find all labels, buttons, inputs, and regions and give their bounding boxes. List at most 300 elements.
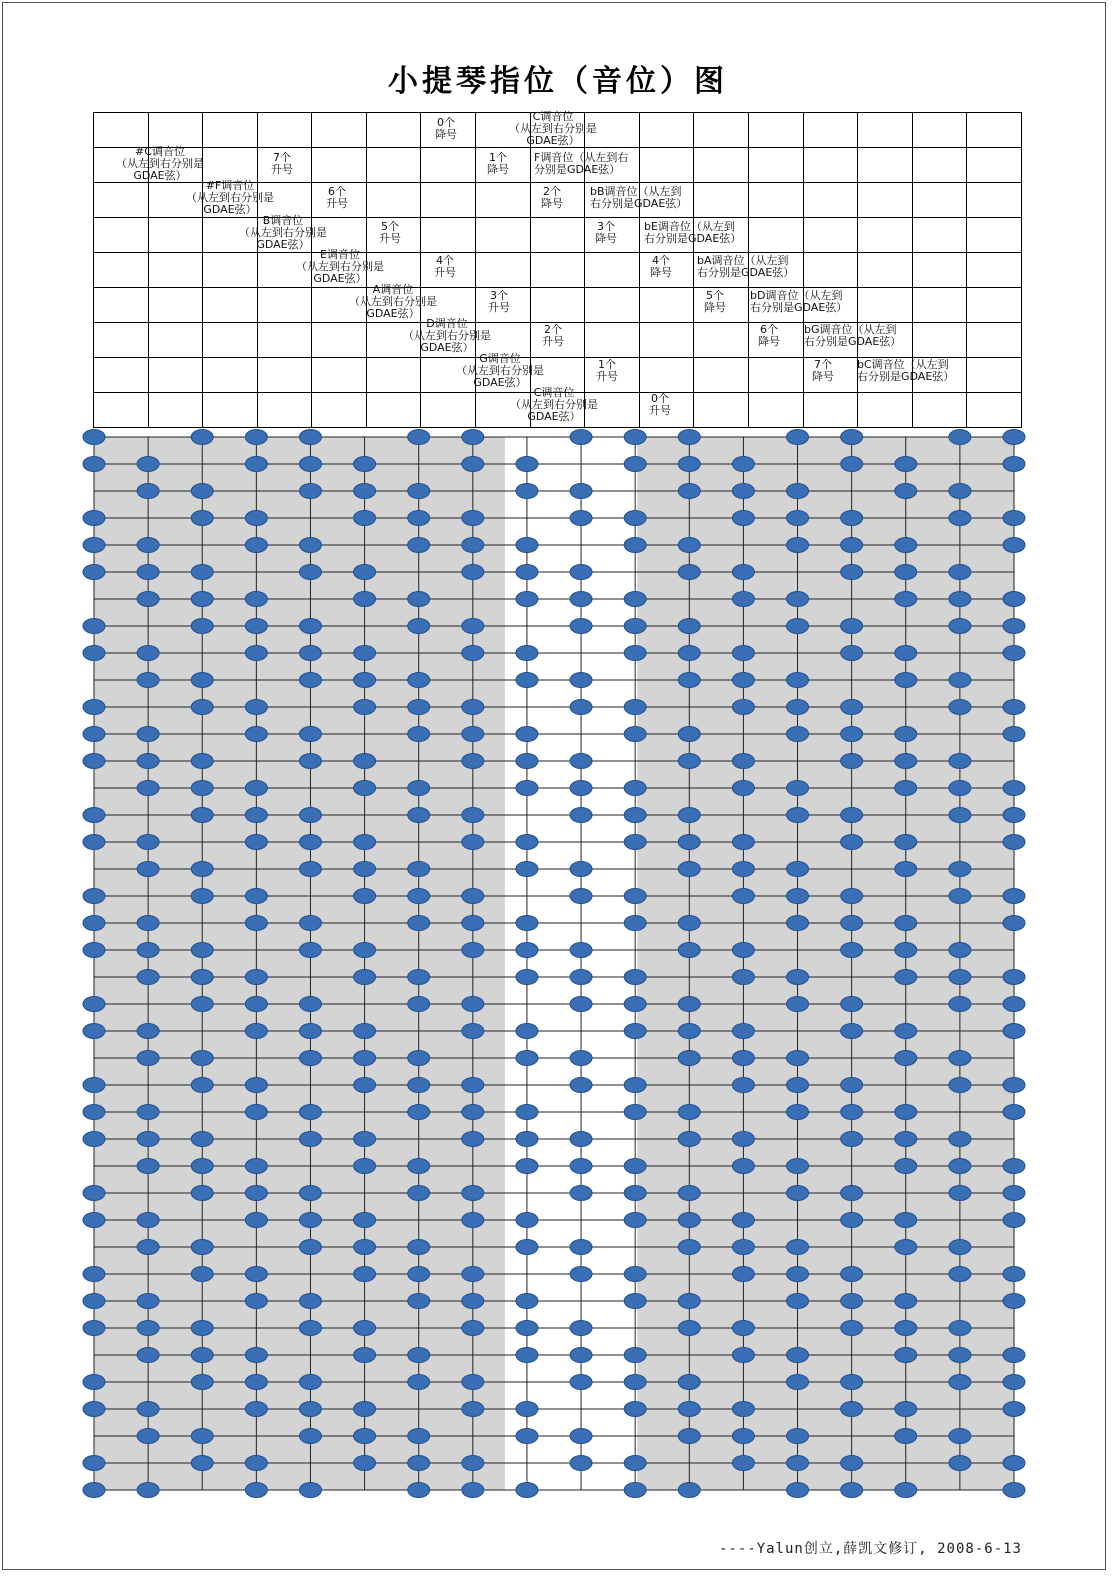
note-position-dot <box>191 781 213 796</box>
note-position-dot <box>1003 1483 1025 1498</box>
note-position-dot <box>299 1051 321 1066</box>
accidental-count-label-line: 3个 <box>490 288 508 302</box>
note-position-dot <box>137 1348 159 1363</box>
note-position-dot <box>462 997 484 1012</box>
accidental-count-label-line: 降号 <box>541 197 563 211</box>
accidental-count-label-line: 7个 <box>814 357 832 371</box>
note-position-dot <box>137 538 159 553</box>
note-position-dot <box>732 1051 754 1066</box>
note-position-dot <box>732 646 754 661</box>
note-position-dot <box>245 430 267 445</box>
note-position-dot <box>949 565 971 580</box>
accidental-count-label-line: 0个 <box>437 116 455 130</box>
note-position-dot <box>299 1483 321 1498</box>
note-position-dot <box>299 457 321 472</box>
key-name-label-line: C调音位 <box>533 386 575 400</box>
note-position-dot <box>137 916 159 931</box>
note-position-dot <box>895 1132 917 1147</box>
note-position-dot <box>1003 781 1025 796</box>
note-position-dot <box>787 430 809 445</box>
note-position-dot <box>949 430 971 445</box>
note-position-dot <box>787 484 809 499</box>
note-position-dot <box>354 1159 376 1174</box>
accidental-count-label-line: 升号 <box>488 300 510 314</box>
note-position-dot <box>841 700 863 715</box>
key-name-label-line: （从左到右分别是 <box>349 294 437 308</box>
note-position-dot <box>1003 1456 1025 1471</box>
note-position-dot <box>570 1078 592 1093</box>
note-position-dot <box>1003 592 1025 607</box>
note-position-dot <box>137 1402 159 1417</box>
note-position-dot <box>354 484 376 499</box>
note-position-dot <box>191 862 213 877</box>
note-position-dot <box>191 511 213 526</box>
note-position-dot <box>624 430 646 445</box>
note-position-dot <box>895 943 917 958</box>
key-name-label-line: bG调音位（从左到 <box>804 323 897 337</box>
note-position-dot <box>354 943 376 958</box>
note-position-dot <box>299 1186 321 1201</box>
note-position-dot <box>354 673 376 688</box>
note-position-dot <box>787 1159 809 1174</box>
note-position-dot <box>787 1375 809 1390</box>
note-position-dot <box>949 1429 971 1444</box>
note-position-dot <box>624 511 646 526</box>
note-position-dot <box>624 835 646 850</box>
note-position-dot <box>137 1240 159 1255</box>
key-name-label-line: （从左到右分别是 <box>186 191 274 205</box>
note-position-dot <box>408 727 430 742</box>
note-position-dot <box>949 1321 971 1336</box>
note-position-dot <box>83 1294 105 1309</box>
note-position-dot <box>137 754 159 769</box>
note-position-dot <box>462 1321 484 1336</box>
note-position-dot <box>787 970 809 985</box>
note-position-dot <box>732 781 754 796</box>
note-position-dot <box>895 1159 917 1174</box>
note-position-dot <box>462 808 484 823</box>
note-position-dot <box>570 673 592 688</box>
note-position-dot <box>570 943 592 958</box>
key-name-label-line: bB调音位（从左到 <box>590 185 682 199</box>
note-position-dot <box>137 943 159 958</box>
accidental-count-label-line: 1个 <box>489 150 507 164</box>
note-position-dot <box>299 1105 321 1120</box>
note-position-dot <box>299 1402 321 1417</box>
note-position-dot <box>787 538 809 553</box>
note-position-dot <box>895 1348 917 1363</box>
note-position-dot <box>624 1024 646 1039</box>
note-position-dot <box>83 1105 105 1120</box>
note-position-dot <box>354 754 376 769</box>
note-position-dot <box>841 1078 863 1093</box>
note-position-dot <box>1003 1402 1025 1417</box>
note-position-dot <box>678 484 700 499</box>
note-position-dot <box>732 862 754 877</box>
accidental-count-label-line: 4个 <box>652 254 670 268</box>
note-position-dot <box>354 1024 376 1039</box>
note-position-dot <box>137 1132 159 1147</box>
note-position-dot <box>624 1213 646 1228</box>
note-position-dot <box>408 430 430 445</box>
note-position-dot <box>1003 1105 1025 1120</box>
note-position-dot <box>354 835 376 850</box>
accidental-count-label-line: 6个 <box>328 185 346 199</box>
note-position-dot <box>1003 1078 1025 1093</box>
note-position-dot <box>732 592 754 607</box>
note-position-dot <box>732 754 754 769</box>
note-position-dot <box>787 1456 809 1471</box>
note-position-dot <box>678 1402 700 1417</box>
note-position-dot <box>570 1456 592 1471</box>
key-name-label-line: GDAE弦） <box>203 203 257 217</box>
key-name-label-line: GDAE弦） <box>473 375 527 389</box>
note-position-dot <box>570 1159 592 1174</box>
note-position-dot <box>83 1024 105 1039</box>
note-position-dot <box>299 862 321 877</box>
note-position-dot <box>1003 1159 1025 1174</box>
key-name-label-line: 右分别是GDAE弦） <box>804 335 902 349</box>
note-position-dot <box>841 1213 863 1228</box>
note-position-dot <box>516 1483 538 1498</box>
note-position-dot <box>895 1105 917 1120</box>
note-position-dot <box>191 1186 213 1201</box>
note-position-dot <box>137 673 159 688</box>
note-position-dot <box>678 1429 700 1444</box>
note-position-dot <box>570 808 592 823</box>
note-position-dot <box>354 1321 376 1336</box>
note-position-dot <box>83 1375 105 1390</box>
note-position-dot <box>83 727 105 742</box>
note-position-dot <box>570 430 592 445</box>
note-position-dot <box>678 1483 700 1498</box>
accidental-count-label-line: 2个 <box>543 185 561 199</box>
note-position-dot <box>624 889 646 904</box>
note-position-dot <box>678 997 700 1012</box>
note-position-dot <box>516 592 538 607</box>
note-position-dot <box>895 673 917 688</box>
note-position-dot <box>1003 970 1025 985</box>
note-position-dot <box>949 1375 971 1390</box>
key-name-label-line: 右分别是GDAE弦） <box>590 197 688 211</box>
note-position-dot <box>137 1159 159 1174</box>
note-position-dot <box>1003 808 1025 823</box>
note-position-dot <box>1003 997 1025 1012</box>
note-position-dot <box>245 970 267 985</box>
note-position-dot <box>570 754 592 769</box>
note-position-dot <box>245 1483 267 1498</box>
note-position-dot <box>949 484 971 499</box>
note-position-dot <box>841 457 863 472</box>
note-position-dot <box>949 943 971 958</box>
note-position-dot <box>732 1078 754 1093</box>
note-position-dot <box>895 1051 917 1066</box>
note-position-dot <box>895 1429 917 1444</box>
note-position-dot <box>408 970 430 985</box>
note-position-dot <box>191 1456 213 1471</box>
note-position-dot <box>624 1483 646 1498</box>
note-position-dot <box>787 511 809 526</box>
note-position-dot <box>137 565 159 580</box>
note-position-dot <box>191 1267 213 1282</box>
note-position-dot <box>787 1078 809 1093</box>
note-position-dot <box>408 889 430 904</box>
note-position-dot <box>137 1294 159 1309</box>
note-position-dot <box>841 1024 863 1039</box>
note-position-dot <box>516 1348 538 1363</box>
note-position-dot <box>83 808 105 823</box>
note-position-dot <box>570 1051 592 1066</box>
note-position-dot <box>787 673 809 688</box>
note-position-dot <box>516 484 538 499</box>
note-position-dot <box>787 1483 809 1498</box>
note-position-dot <box>949 1132 971 1147</box>
note-position-dot <box>462 1267 484 1282</box>
note-position-dot <box>516 754 538 769</box>
note-position-dot <box>245 1159 267 1174</box>
accidental-count-label-line: 7个 <box>273 150 291 164</box>
key-name-label-line: bA调音位（从左到 <box>697 254 789 268</box>
note-position-dot <box>895 484 917 499</box>
note-position-dot <box>191 592 213 607</box>
note-position-dot <box>408 1294 430 1309</box>
note-position-dot <box>678 457 700 472</box>
note-position-dot <box>354 1132 376 1147</box>
note-position-dot <box>462 457 484 472</box>
accidental-count-label-line: 升号 <box>379 231 401 245</box>
note-position-dot <box>299 1294 321 1309</box>
note-position-dot <box>678 943 700 958</box>
accidental-count-label-line: 6个 <box>760 323 778 337</box>
note-position-dot <box>1003 700 1025 715</box>
note-position-dot <box>949 754 971 769</box>
note-position-dot <box>570 1375 592 1390</box>
note-position-dot <box>299 1375 321 1390</box>
note-position-dot <box>787 781 809 796</box>
note-position-dot <box>83 1483 105 1498</box>
note-position-dot <box>787 1240 809 1255</box>
note-position-dot <box>408 1375 430 1390</box>
note-position-dot <box>787 1348 809 1363</box>
note-position-dot <box>83 1321 105 1336</box>
note-position-dot <box>787 997 809 1012</box>
note-position-dot <box>516 673 538 688</box>
note-position-dot <box>895 1240 917 1255</box>
note-position-dot <box>408 619 430 634</box>
note-position-dot <box>408 1051 430 1066</box>
note-position-dot <box>949 1267 971 1282</box>
note-position-dot <box>841 835 863 850</box>
key-name-label-line: A调音位 <box>372 282 414 296</box>
note-position-dot <box>83 1078 105 1093</box>
note-position-dot <box>354 1240 376 1255</box>
note-position-dot <box>516 1402 538 1417</box>
note-position-dot <box>570 997 592 1012</box>
note-position-dot <box>191 565 213 580</box>
note-position-dot <box>191 1375 213 1390</box>
author-credit: ----Yalun创立,薛凯文修订, 2008-6-13 <box>718 1541 1022 1557</box>
note-position-dot <box>191 1240 213 1255</box>
note-position-dot <box>1003 430 1025 445</box>
page-title: 小提琴指位（音位）图 <box>388 64 728 99</box>
note-position-dot <box>895 1402 917 1417</box>
note-position-dot <box>895 1294 917 1309</box>
note-position-dot <box>299 1213 321 1228</box>
note-position-dot <box>732 889 754 904</box>
note-position-dot <box>732 457 754 472</box>
note-position-dot <box>462 943 484 958</box>
note-position-dot <box>245 619 267 634</box>
note-position-dot <box>732 1132 754 1147</box>
note-position-dot <box>408 673 430 688</box>
note-position-dot <box>191 1321 213 1336</box>
note-position-dot <box>137 970 159 985</box>
note-position-dot <box>732 700 754 715</box>
note-position-dot <box>841 646 863 661</box>
accidental-count-label-line: 升号 <box>596 369 618 383</box>
accidental-count-label-line: 降号 <box>595 231 617 245</box>
note-position-dot <box>841 754 863 769</box>
note-position-dot <box>299 619 321 634</box>
note-position-dot <box>408 1078 430 1093</box>
note-position-dot <box>137 1051 159 1066</box>
note-position-dot <box>83 565 105 580</box>
note-position-dot <box>678 1375 700 1390</box>
note-position-dot <box>678 1294 700 1309</box>
key-name-label-line: bE调音位（从左到 <box>644 219 735 233</box>
note-position-dot <box>83 646 105 661</box>
note-position-dot <box>678 1132 700 1147</box>
key-name-label-line: #C调音位 <box>135 144 185 158</box>
note-position-dot <box>462 619 484 634</box>
note-position-dot <box>354 592 376 607</box>
note-position-dot <box>299 727 321 742</box>
note-position-dot <box>191 1132 213 1147</box>
note-position-dot <box>245 916 267 931</box>
accidental-count-label-line: 降号 <box>704 300 726 314</box>
note-position-dot <box>895 1483 917 1498</box>
accidental-count-label-line: 升号 <box>434 266 456 280</box>
note-position-dot <box>245 727 267 742</box>
note-position-dot <box>83 916 105 931</box>
key-name-label-line: GDAE弦） <box>420 341 474 355</box>
note-position-dot <box>732 1213 754 1228</box>
note-position-dot <box>354 700 376 715</box>
note-position-dot <box>570 781 592 796</box>
note-position-dot <box>732 1321 754 1336</box>
note-position-dot <box>949 1186 971 1201</box>
note-position-dot <box>949 700 971 715</box>
note-position-dot <box>787 1105 809 1120</box>
note-position-dot <box>516 1429 538 1444</box>
accidental-count-label-line: 升号 <box>326 197 348 211</box>
note-position-dot <box>83 538 105 553</box>
note-position-dot <box>516 646 538 661</box>
note-position-dot <box>462 1483 484 1498</box>
note-position-dot <box>516 781 538 796</box>
note-position-dot <box>732 943 754 958</box>
note-position-dot <box>408 1483 430 1498</box>
note-position-dot <box>408 700 430 715</box>
note-position-dot <box>570 970 592 985</box>
accidental-count-label-line: 升号 <box>542 335 564 349</box>
note-position-dot <box>624 592 646 607</box>
note-position-dot <box>1003 1348 1025 1363</box>
note-position-dot <box>949 1051 971 1066</box>
note-position-dot <box>516 943 538 958</box>
note-position-dot <box>408 1186 430 1201</box>
note-position-dot <box>462 700 484 715</box>
note-position-dot <box>787 916 809 931</box>
note-position-dot <box>83 754 105 769</box>
note-position-dot <box>895 862 917 877</box>
note-position-dot <box>83 889 105 904</box>
note-position-dot <box>191 619 213 634</box>
note-position-dot <box>895 457 917 472</box>
note-position-dot <box>949 781 971 796</box>
note-position-dot <box>624 1294 646 1309</box>
note-position-dot <box>841 565 863 580</box>
note-position-dot <box>949 673 971 688</box>
note-position-dot <box>624 997 646 1012</box>
accidental-count-label-line: 降号 <box>758 335 780 349</box>
note-position-dot <box>570 565 592 580</box>
note-position-dot <box>895 970 917 985</box>
note-position-dot <box>299 835 321 850</box>
note-position-dot <box>787 808 809 823</box>
note-position-dot <box>245 1186 267 1201</box>
note-position-dot <box>949 808 971 823</box>
note-position-dot <box>516 1051 538 1066</box>
note-position-dot <box>354 889 376 904</box>
note-position-dot <box>678 727 700 742</box>
note-position-dot <box>1003 1375 1025 1390</box>
note-position-dot <box>570 1429 592 1444</box>
note-position-dot <box>516 835 538 850</box>
accidental-count-label-line: 5个 <box>706 288 724 302</box>
note-position-dot <box>678 538 700 553</box>
note-position-dot <box>462 835 484 850</box>
key-name-label-line: GDAE弦） <box>313 272 367 286</box>
note-position-dot <box>408 511 430 526</box>
note-position-dot <box>732 1240 754 1255</box>
note-position-dot <box>462 1186 484 1201</box>
note-position-dot <box>191 997 213 1012</box>
note-position-dot <box>245 1348 267 1363</box>
note-position-dot <box>841 1132 863 1147</box>
note-position-dot <box>949 1456 971 1471</box>
note-position-dot <box>949 889 971 904</box>
note-position-dot <box>895 781 917 796</box>
key-name-label-line: （从左到右分别是 <box>510 398 598 412</box>
note-position-dot <box>408 997 430 1012</box>
note-position-dot <box>83 1132 105 1147</box>
note-position-dot <box>299 1024 321 1039</box>
note-position-dot <box>462 1402 484 1417</box>
key-name-label-line: bC调音位（从左到 <box>857 357 949 371</box>
note-position-dot <box>1003 619 1025 634</box>
note-position-dot <box>191 754 213 769</box>
note-position-dot <box>462 916 484 931</box>
accidental-count-label-line: 降号 <box>487 162 509 176</box>
note-position-dot <box>624 970 646 985</box>
note-position-dot <box>245 1267 267 1282</box>
note-position-dot <box>841 889 863 904</box>
note-position-dot <box>624 1186 646 1201</box>
note-position-dot <box>299 1429 321 1444</box>
note-position-dot <box>354 646 376 661</box>
key-name-label-line: （从左到右分别是 <box>116 156 204 170</box>
